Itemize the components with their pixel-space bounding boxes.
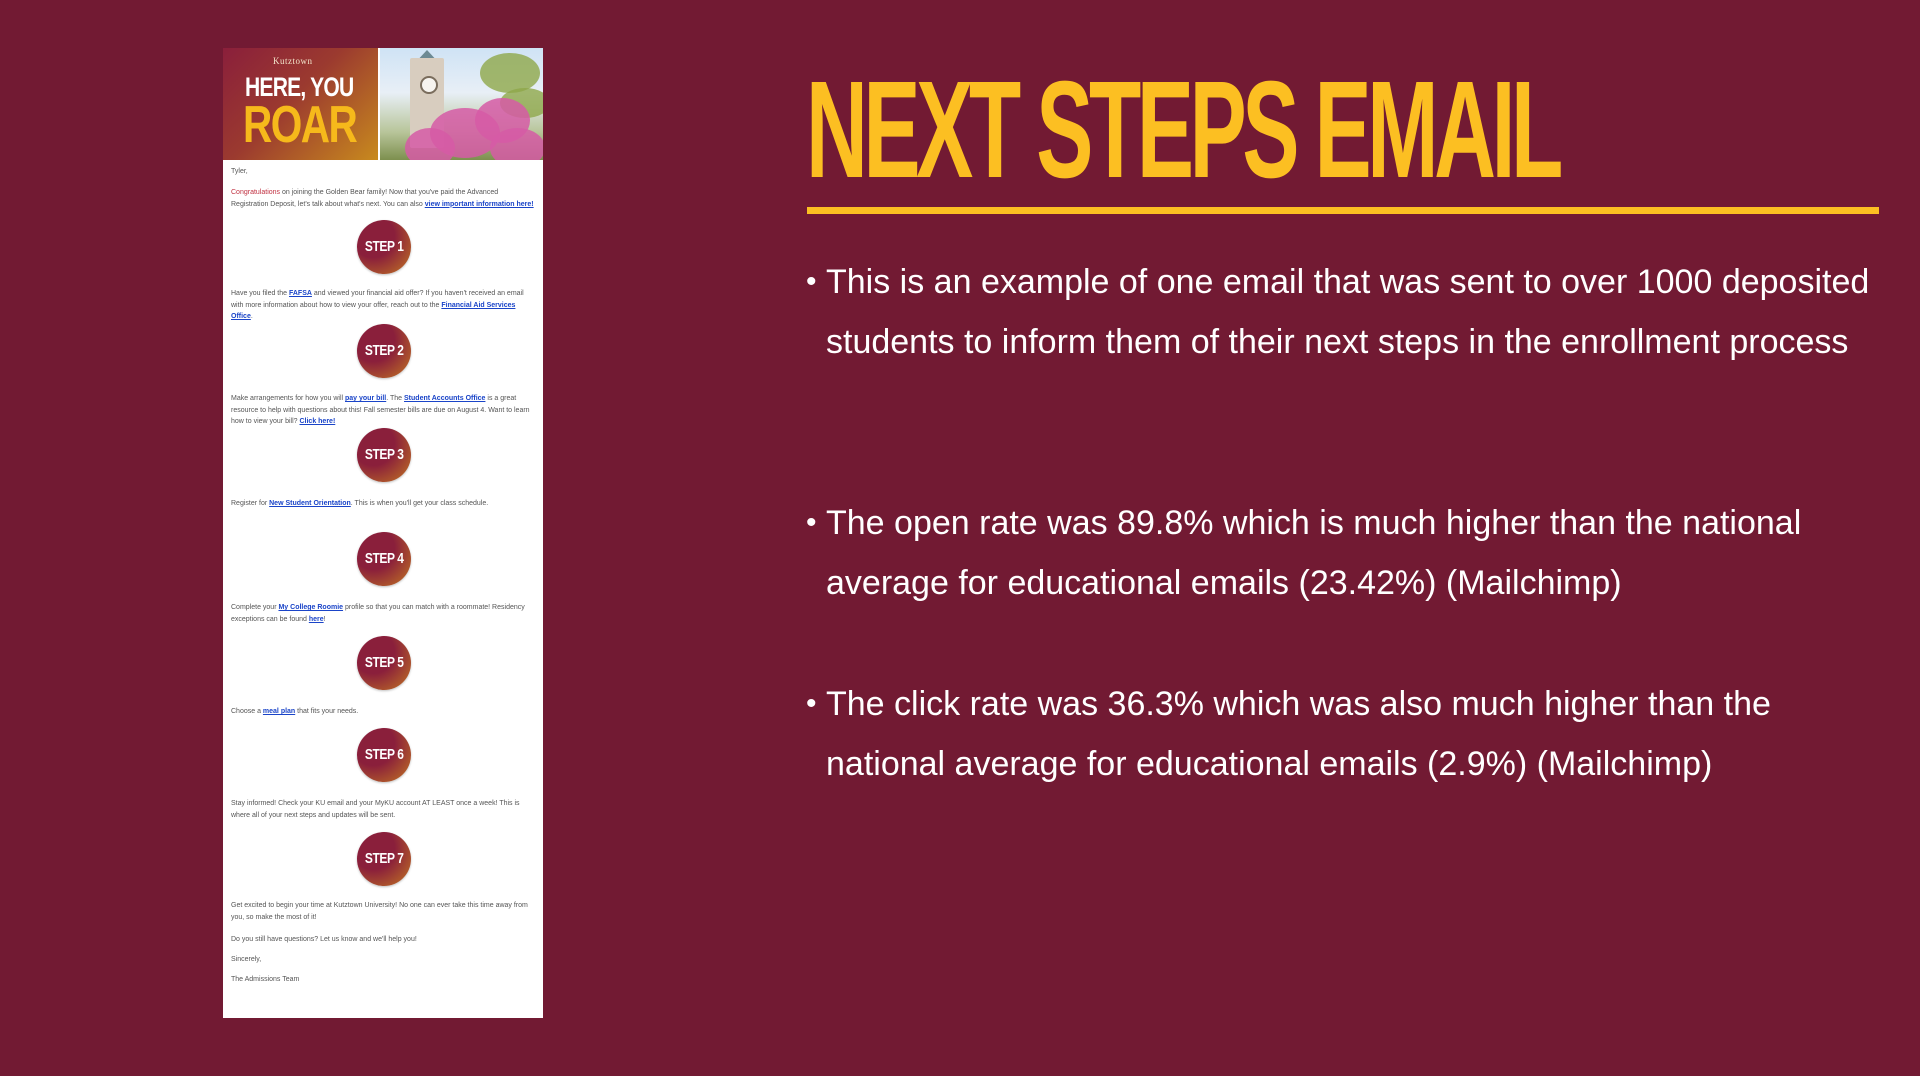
meal-plan-link[interactable]: meal plan <box>262 708 296 715</box>
step-6-badge: STEP 6 <box>357 728 411 782</box>
intro-paragraph <box>231 187 535 210</box>
step-4-text: Complete your My College Roomie profile so that you can match with a roommate! Residency exceptions can be found here! <box>231 604 525 623</box>
bullet-marker: • <box>806 265 817 298</box>
clock-tower-photo <box>380 48 543 160</box>
bullet-marker: • <box>806 687 817 720</box>
step-4-badge: STEP 4 <box>357 532 411 586</box>
title-divider <box>807 207 1879 214</box>
step-7-text: Get excited to begin your time at Kutztown University! No one can ever take this time away from you, so make the most of it! <box>231 902 528 921</box>
clock-icon <box>420 76 438 94</box>
step-1-badge: STEP 1 <box>357 220 411 274</box>
step-6-text: Stay informed! Check your KU email and your MyKU account AT LEAST once a week! This is where all of your next steps and updates will be sent. <box>231 800 520 819</box>
bullet-text: The open rate was 89.8% which is much higher than the national average for educational emails (23.42%) (Mailchimp) <box>826 504 1802 602</box>
bullet-marker: • <box>806 506 817 539</box>
brand-logo: Kutztown <box>273 56 313 66</box>
step-7-badge: STEP 7 <box>357 832 411 886</box>
residency-link[interactable]: here <box>308 615 324 623</box>
intro-highlight: Congratulations <box>231 189 281 196</box>
step-5-text: Choose a meal plan that fits your needs. <box>231 708 359 715</box>
hero-line-1: HERE, YOU <box>245 72 354 102</box>
intro-text: on joining the Golden Bear family! Now that you've paid the Advanced Registration Deposit, let's talk about what's next. You can also <box>231 189 499 208</box>
email-header <box>223 48 543 160</box>
email-screenshot <box>223 48 543 1018</box>
step-1-text: Have you filed the FAFSA and viewed your financial aid offer? If you haven't received an email with more information about how to view your offer, reach out to the Financial Aid Services Office. <box>231 290 524 320</box>
orientation-link[interactable]: New Student Orientation <box>269 500 351 507</box>
step-3-badge: STEP 3 <box>357 428 411 482</box>
bullet-text: The click rate was 36.3% which was also much higher than the national average for educational emails (2.9%) (Mailchimp) <box>826 685 1771 783</box>
greeting: Tyler, <box>231 168 248 175</box>
step-2-badge: STEP 2 <box>357 324 411 378</box>
slide-title: NEXT STEPS EMAIL <box>806 53 1559 207</box>
signature: The Admissions Team <box>231 976 300 983</box>
view-bill-link[interactable]: Click here! <box>299 418 336 425</box>
hero-line-2: ROAR <box>243 96 357 154</box>
bullet-text: This is an example of one email that was sent to over 1000 deposited students to inform them of their next steps in the enrollment process <box>826 263 1870 361</box>
signoff: Sincerely, <box>231 956 262 963</box>
pay-bill-link[interactable]: pay your bill <box>345 395 387 402</box>
financial-aid-link[interactable]: Financial Aid Services Office <box>231 301 516 320</box>
bullet-item <box>806 674 1886 794</box>
step-5-badge: STEP 5 <box>357 636 411 690</box>
intro-link[interactable]: view important information here! <box>424 200 534 208</box>
bullet-item <box>806 493 1886 613</box>
hero-banner <box>223 48 378 160</box>
bullet-item <box>806 252 1886 372</box>
closing-question: Do you still have questions? Let us know and we'll help you! <box>231 936 417 943</box>
step-3-text: Register for New Student Orientation. This is when you'll get your class schedule. <box>231 500 489 507</box>
student-accounts-link[interactable]: Student Accounts Office <box>404 395 486 402</box>
step-2-text: Make arrangements for how you will pay your bill. The Student Accounts Office is a great resource to help with questions about this! Fall semester bills are due on August 4. Want to learn how to view your bill? Click here! <box>231 395 530 425</box>
college-roomie-link[interactable]: My College Roomie <box>278 604 344 611</box>
fafsa-link[interactable]: FAFSA <box>288 290 312 297</box>
